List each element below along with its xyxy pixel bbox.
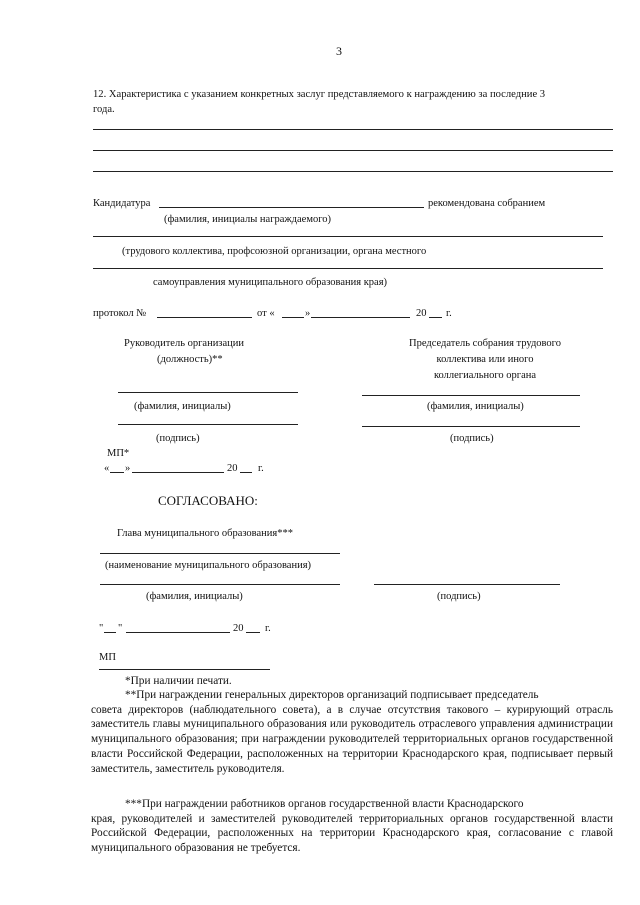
footnote-2: [91, 688, 613, 776]
candidacy-hint-org2: самоуправления муниципального образования края): [153, 277, 388, 288]
item12-line1: 12. Характеристика с указанием конкретных заслуг представляемого к награждению за последние 3: [93, 89, 546, 100]
approval-date-month-line[interactable]: [126, 632, 230, 633]
item12-line2: года.: [93, 104, 115, 115]
left-date-year-prefix: 20: [227, 463, 238, 474]
item12-blank-line-1[interactable]: [93, 129, 613, 130]
candidacy-org-line-1[interactable]: [93, 236, 603, 237]
left-date-month-line[interactable]: [132, 472, 224, 473]
candidacy-hint-name: (фамилия, инициалы награждаемого): [164, 214, 332, 225]
left-name-line[interactable]: [118, 392, 298, 393]
protocol-quote-close: »: [305, 308, 311, 319]
footnote-3-rest: края, руководителей и заместителей руководителей территориальных органов государственной власти Российской Федерации, расположенных на территории Краснодарского края, согласование с главой муниципального образования не требуется.: [91, 812, 613, 855]
item12-blank-line-2[interactable]: [93, 150, 613, 151]
approval-heading: СОГЛАСОВАНО:: [158, 493, 258, 508]
right-hint-name: (фамилия, инициалы): [427, 401, 524, 412]
approval-stamp-mp: МП: [99, 652, 116, 663]
right-title-3: коллегиального органа: [433, 370, 537, 381]
left-date-close: »: [125, 463, 131, 474]
approval-date-year-prefix: 20: [233, 623, 244, 634]
item12-blank-line-3[interactable]: [93, 171, 613, 172]
right-title-1: Председатель собрания трудового: [409, 338, 561, 349]
left-title-1: Руководитель организации: [124, 338, 244, 349]
left-title-2: (должность)**: [157, 354, 223, 365]
approval-name-line[interactable]: [100, 584, 340, 585]
footnote-3: [91, 797, 613, 856]
approval-date-year-line[interactable]: [246, 632, 260, 633]
footnote-separator: [99, 669, 270, 670]
page-number: 3: [336, 44, 342, 58]
candidacy-recommended: рекомендована собранием: [428, 198, 546, 209]
protocol-label: протокол №: [93, 308, 147, 319]
footnote-1: [91, 674, 613, 689]
protocol-year-line[interactable]: [429, 317, 442, 318]
protocol-year-prefix: 20: [416, 308, 427, 319]
right-name-line[interactable]: [362, 395, 580, 396]
protocol-from: от «: [257, 308, 275, 319]
candidacy-org-line-2[interactable]: [93, 268, 603, 269]
approval-mo-line[interactable]: [100, 553, 340, 554]
right-hint-sign: (подпись): [450, 433, 494, 444]
protocol-year-suffix: г.: [446, 308, 452, 319]
footnote-2-rest: совета директоров (наблюдательного совета), а в случае отсутствия такового – курирующий отрасль заместитель главы муниципального образования или руководитель отраслевого управления администрации муниципального образования; при награждении руководителей территориальных органов государственной власти Российской Федерации, расположенных на территории Краснодарского края, подписывает первый заместитель, заместитель руководителя.: [91, 703, 613, 775]
approval-date-year-suffix: г.: [265, 623, 271, 634]
footnote-2-first-line: **При награждении генеральных директоров организаций подписывает председатель: [125, 689, 539, 701]
candidacy-label: Кандидатура: [93, 198, 151, 209]
footnote-1-text: *При наличии печати.: [125, 675, 232, 687]
left-date-day-line[interactable]: [110, 472, 124, 473]
protocol-number-line[interactable]: [157, 317, 252, 318]
candidacy-name-line[interactable]: [159, 207, 424, 208]
left-date-year-line[interactable]: [240, 472, 252, 473]
left-hint-sign: (подпись): [156, 433, 200, 444]
left-date-year-suffix: г.: [258, 463, 264, 474]
approval-head-title: Глава муниципального образования***: [117, 528, 293, 539]
left-hint-name: (фамилия, инициалы): [134, 401, 231, 412]
candidacy-hint-org1: (трудового коллектива, профсоюзной организации, органа местного: [122, 246, 427, 257]
approval-hint-name: (фамилия, инициалы): [146, 591, 243, 602]
left-sign-line[interactable]: [118, 424, 298, 425]
approval-hint-sign: (подпись): [437, 591, 481, 602]
protocol-day-line[interactable]: [282, 317, 304, 318]
left-date-open: «: [104, 463, 110, 474]
approval-hint-mo: (наименование муниципального образования): [105, 560, 312, 571]
right-title-2: коллектива или иного: [436, 354, 534, 365]
left-stamp-mp: МП*: [107, 448, 130, 459]
approval-date-quote-close: ": [118, 623, 123, 634]
right-sign-line[interactable]: [362, 426, 580, 427]
protocol-month-line[interactable]: [311, 317, 410, 318]
approval-date-day-line[interactable]: [104, 632, 116, 633]
approval-date-quote-open: ": [99, 623, 104, 634]
approval-sign-line[interactable]: [374, 584, 560, 585]
footnote-3-first-line: ***При награждении работников органов государственной власти Краснодарского: [125, 798, 524, 810]
